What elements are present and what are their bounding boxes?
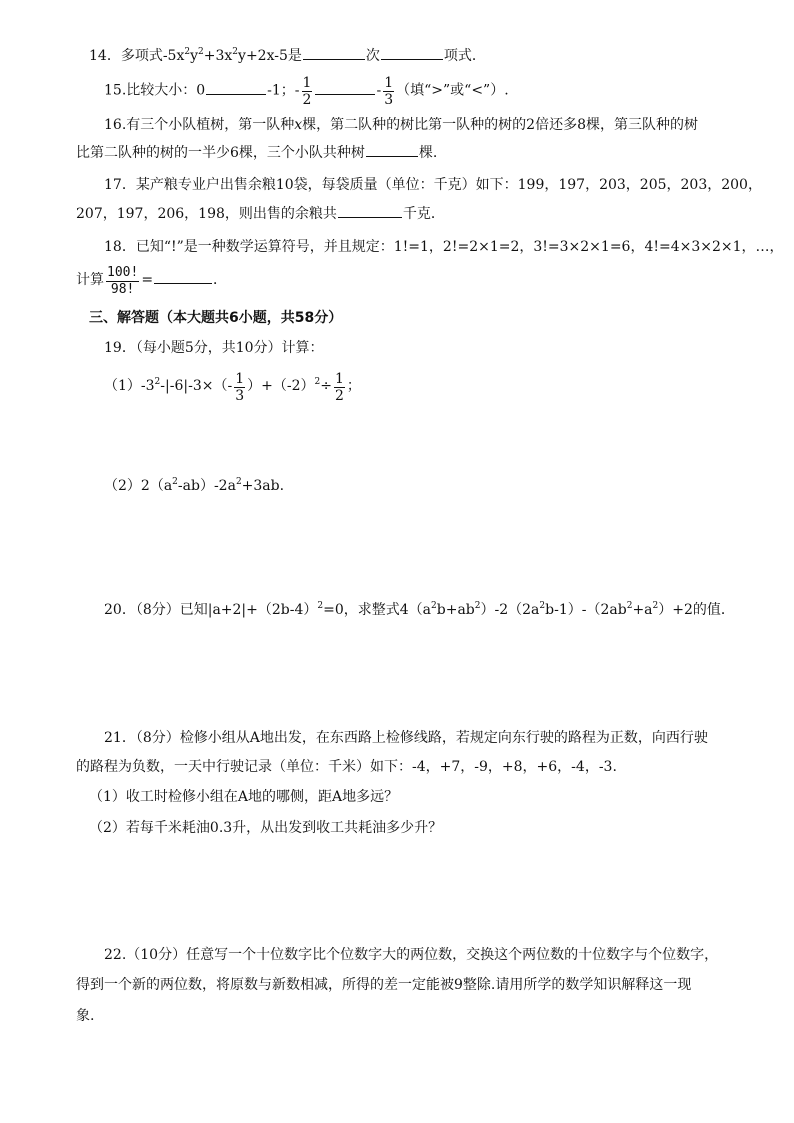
fraction — [383, 75, 394, 108]
fraction-numerator: 1 — [384, 75, 394, 91]
fraction — [234, 371, 245, 404]
q19-exp: 2 — [154, 377, 161, 387]
q20-text: ）-2（2a — [480, 602, 540, 618]
question-17-line-2 — [76, 203, 445, 224]
q20-exp: 2 — [474, 601, 481, 611]
q20-exp: 2 — [626, 601, 633, 611]
q14-exp: 2 — [184, 47, 191, 57]
q20-text: =0，求整式4（a — [323, 602, 432, 618]
q18-text: = — [141, 272, 154, 288]
question-22-line-3: 象. — [76, 1008, 95, 1024]
q19-text: ÷ — [320, 378, 332, 394]
fraction-denominator: 2 — [302, 92, 312, 108]
answer-blank[interactable] — [206, 80, 266, 95]
fraction-denominator: 2 — [334, 387, 344, 404]
variable: x — [294, 117, 303, 133]
question-21-line-1: 21．（8分）检修小组从A地出发，在东西路上检修线路，若规定向东行驶的路程为正数，向西行驶 — [104, 730, 708, 746]
fraction — [302, 75, 313, 108]
q14-text: 次 — [365, 48, 380, 64]
q17-text: 17．某产粮专业户出售余粮10袋，每袋质量（单位：千克）如下：199，197，203，205，203，200， — [104, 177, 762, 193]
question-21-part-2: （2）若每千米耗油0.3升，从出发到收工共耗油多少升？ — [89, 820, 443, 836]
q14-text: +3x — [203, 48, 233, 64]
question-15 — [104, 74, 509, 107]
q16-text: 比第二队种的树的一半少6棵，三个小队共种树 — [76, 145, 365, 161]
q18-text: 计算 — [76, 272, 104, 288]
q20-exp: 2 — [539, 601, 546, 611]
q19-exp: 2 — [172, 477, 178, 487]
q20-exp: 2 — [317, 601, 324, 611]
q15-text: -1；- — [267, 82, 300, 99]
question-17-line-1 — [104, 175, 762, 195]
q19-text: （2）2（a — [104, 478, 173, 494]
question-20 — [104, 600, 735, 620]
q15-text: （填“>”或“<”）. — [396, 82, 509, 99]
q19-exp: 2 — [314, 377, 321, 387]
fraction-numerator: 1 — [302, 75, 312, 91]
q14-text: 14．多项式-5x — [89, 48, 185, 64]
q16-text: 16.有三个小队植树，第一队种 — [104, 117, 295, 133]
q20-exp: 2 — [652, 601, 659, 611]
q14-exp: 2 — [232, 47, 239, 57]
answer-blank[interactable] — [381, 45, 443, 60]
section-heading: 三、解答题（本大题共6小题，共58分） — [89, 310, 343, 326]
question-18-line-2 — [76, 263, 227, 297]
answer-blank[interactable] — [303, 45, 365, 60]
answer-blank[interactable] — [154, 269, 212, 284]
answer-blank[interactable] — [366, 142, 418, 157]
q14-text: y — [190, 48, 199, 64]
q17-text: 207，197，206，198，则出售的余粮共 — [76, 206, 337, 222]
answer-blank[interactable] — [338, 203, 402, 218]
q20-text: 20．（8分）已知|a+2|+（2b-4） — [104, 602, 318, 618]
q18-text: 18．已知“!”是一种数学运算符号，并且规定：1!=1，2!=2×1=2，3!=3×2×1=6，4!=4×3×2×1，…， — [104, 239, 784, 255]
q14-text: 项式． — [443, 48, 486, 64]
question-14 — [89, 45, 486, 66]
q14-text: y+2x-5是 — [238, 48, 302, 64]
q14-exp: 2 — [198, 47, 204, 57]
q19-text: -ab）-2a — [177, 478, 236, 494]
question-16-line-1 — [104, 115, 698, 135]
q19-text: +3ab. — [241, 478, 285, 494]
fraction — [334, 371, 345, 404]
question-21-part-1: （1）收工时检修小组在A地的哪侧，距A地多远？ — [89, 789, 399, 805]
q17-text: 千克． — [402, 206, 445, 222]
q19-text: （1）-3 — [104, 378, 155, 394]
fraction-numerator: 1 — [235, 370, 245, 387]
question-19-title: 19．（每小题5分，共10分）计算： — [104, 340, 324, 356]
q19-exp: 2 — [235, 477, 242, 487]
question-19-part-1 — [104, 368, 361, 404]
fraction — [106, 265, 139, 298]
question-22-line-1: 22.（10分）任意写一个十位数字比个位数字大的两位数，交换这个两位数的十位数字与个位数字， — [104, 947, 719, 963]
q20-text: b+ab — [436, 602, 475, 618]
q16-text: 棵，第二队种的树比第一队种的树的2倍还多8棵，第三队种的树 — [302, 117, 698, 133]
q19-text: ）+（-2） — [247, 378, 315, 394]
answer-blank[interactable] — [315, 80, 375, 95]
fraction-denominator: 3 — [384, 92, 394, 108]
q20-text: b-1）-（2ab — [545, 602, 627, 618]
question-22-line-2: 得到一个新的两位数，将原数与新数相减，所得的差一定能被9整除.请用所学的数学知识解释这一现 — [76, 977, 692, 993]
q20-exp: 2 — [431, 601, 437, 611]
q19-text: ； — [346, 378, 361, 394]
q18-text: ． — [213, 272, 228, 288]
fraction-denominator: 98! — [110, 281, 135, 297]
q15-text: - — [376, 82, 382, 99]
fraction-denominator: 3 — [235, 387, 245, 404]
question-19-part-2 — [104, 476, 284, 496]
q15-text: 15.比较大小：0 — [104, 82, 206, 99]
fraction-numerator: 1 — [334, 370, 344, 387]
question-18-line-1 — [104, 237, 784, 257]
question-21-line-2: 的路程为负数，一天中行驶记录（单位：千米）如下：-4，+7，-9，+8，+6，-4，-3. — [76, 759, 617, 775]
q19-text: -|-6|-3×（- — [160, 378, 233, 394]
q20-text: ）+2的值． — [658, 602, 735, 618]
fraction-numerator: 100! — [107, 264, 139, 280]
q20-text: +a — [632, 602, 653, 618]
question-16-line-2 — [76, 142, 437, 163]
q16-text: 棵. — [418, 145, 438, 161]
